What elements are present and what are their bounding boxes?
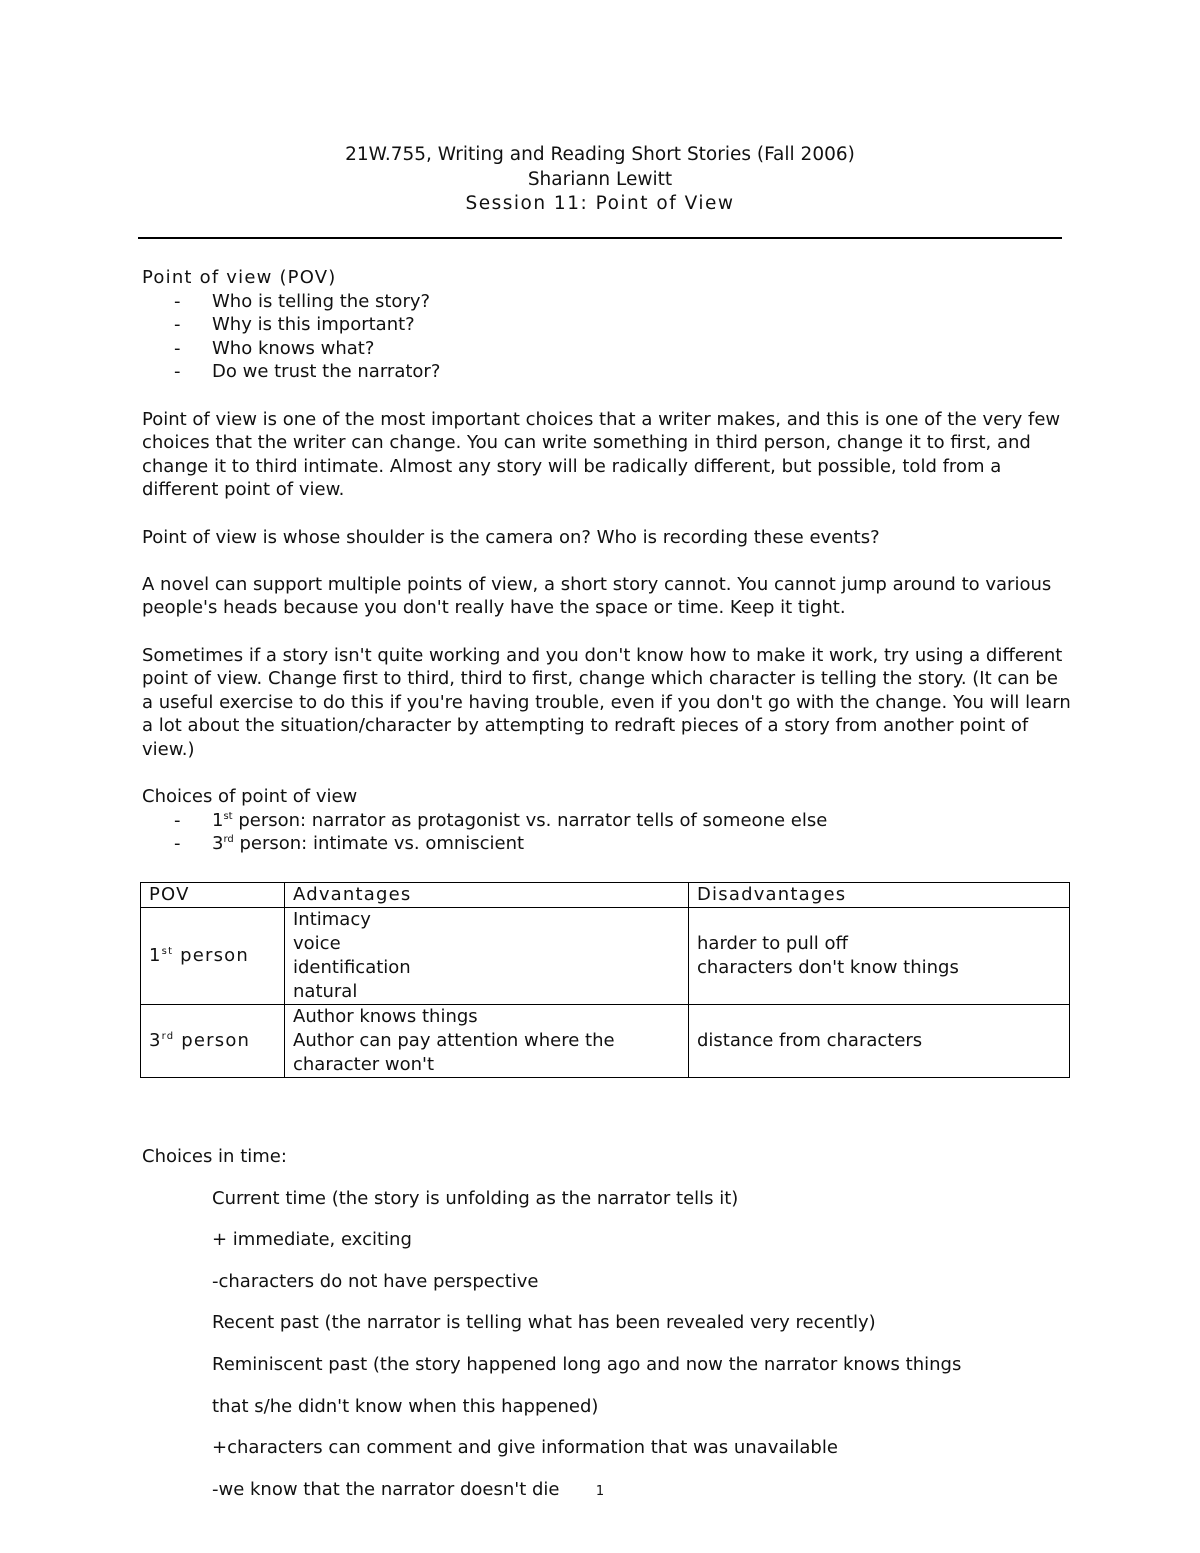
table-cell-disadvantages: distance from characters — [689, 1005, 1070, 1078]
list-item: - Do we trust the narrator? — [142, 360, 1072, 384]
session-title: Session 11: Point of View — [465, 193, 735, 214]
pov-heading: Point of view (POV) — [142, 267, 337, 288]
list-item: - Why is this important? — [142, 313, 1072, 337]
table-cell-disadvantages: harder to pull off characters don't know things — [689, 908, 1070, 1005]
instructor-name: Shariann Lewitt — [527, 168, 673, 190]
document-header — [140, 143, 1060, 217]
time-line: Current time (the story is unfolding as the narrator tells it) — [212, 1187, 739, 1209]
table-header-cell: POV — [141, 883, 285, 908]
list-item: - Who is telling the story? — [142, 290, 1072, 314]
list-item: - 3rd person: intimate vs. omniscient — [142, 832, 1072, 856]
table-cell-advantages: Author knows things Author can pay attention where the character won't — [285, 1005, 689, 1078]
choices-pov-heading: Choices of point of view — [142, 786, 358, 808]
table-cell-advantages: Intimacy voice identification natural — [285, 908, 689, 1005]
time-line: + immediate, exciting — [212, 1229, 412, 1251]
paragraph: Sometimes if a story isn't quite working and you don't know how to make it work, try using a different point of view. Change first to third, third to first, change which character is telling the story. (It can be a useful exercise to do this if you're having trouble, even if you don't go with the change. You will learn a lot about the situation/character by attempting to redraft pieces of a story from another point of view.) — [142, 644, 1071, 760]
time-line: that s/he didn't know when this happened) — [212, 1395, 599, 1417]
table-cell-pov: 3rd person — [141, 1005, 285, 1078]
pov-question-list — [142, 290, 1072, 384]
time-line: Reminiscent past (the story happened long ago and now the narrator knows things — [212, 1353, 962, 1375]
time-line: -characters do not have perspective — [212, 1270, 539, 1292]
choices-pov-list — [142, 809, 1072, 856]
choices-time-heading: Choices in time: — [142, 1146, 287, 1167]
table-header-cell: Disadvantages — [689, 883, 1070, 908]
time-line: -we know that the narrator doesn't die — [212, 1478, 560, 1500]
paragraph: Point of view is one of the most important choices that a writer makes, and this is one of the very few choices that the writer can change. You can write something in third person, change it to first, and change it to third intimate. Almost any story will be radically different, but possible, told from a different point of view. — [142, 408, 1061, 501]
course-title: 21W.755, Writing and Reading Short Stories (Fall 2006) — [345, 144, 855, 165]
header-divider — [138, 237, 1062, 239]
choices-in-time-section — [142, 1127, 1072, 1519]
paragraph: A novel can support multiple points of view, a short story cannot. You cannot jump around to various people's heads because you don't really have the space or time. Keep it tight. — [142, 573, 1052, 619]
table-header-cell: Advantages — [285, 883, 689, 908]
pov-comparison-table — [140, 882, 1070, 1078]
main-content — [142, 266, 1072, 856]
time-line: Recent past (the narrator is telling what has been revealed very recently) — [212, 1312, 876, 1334]
list-item: - 1st person: narrator as protagonist vs. narrator tells of someone else — [142, 809, 1072, 833]
time-line: +characters can comment and give information that was unavailable — [212, 1437, 838, 1459]
table-cell-pov: 1st person — [141, 908, 285, 1005]
table-header-row — [141, 883, 1070, 908]
table-row — [141, 1005, 1070, 1078]
page-number: 1 — [595, 1484, 605, 1499]
table-row — [141, 908, 1070, 1005]
list-item: - Who knows what? — [142, 337, 1072, 361]
paragraph: Point of view is whose shoulder is the camera on? Who is recording these events? — [142, 526, 880, 548]
